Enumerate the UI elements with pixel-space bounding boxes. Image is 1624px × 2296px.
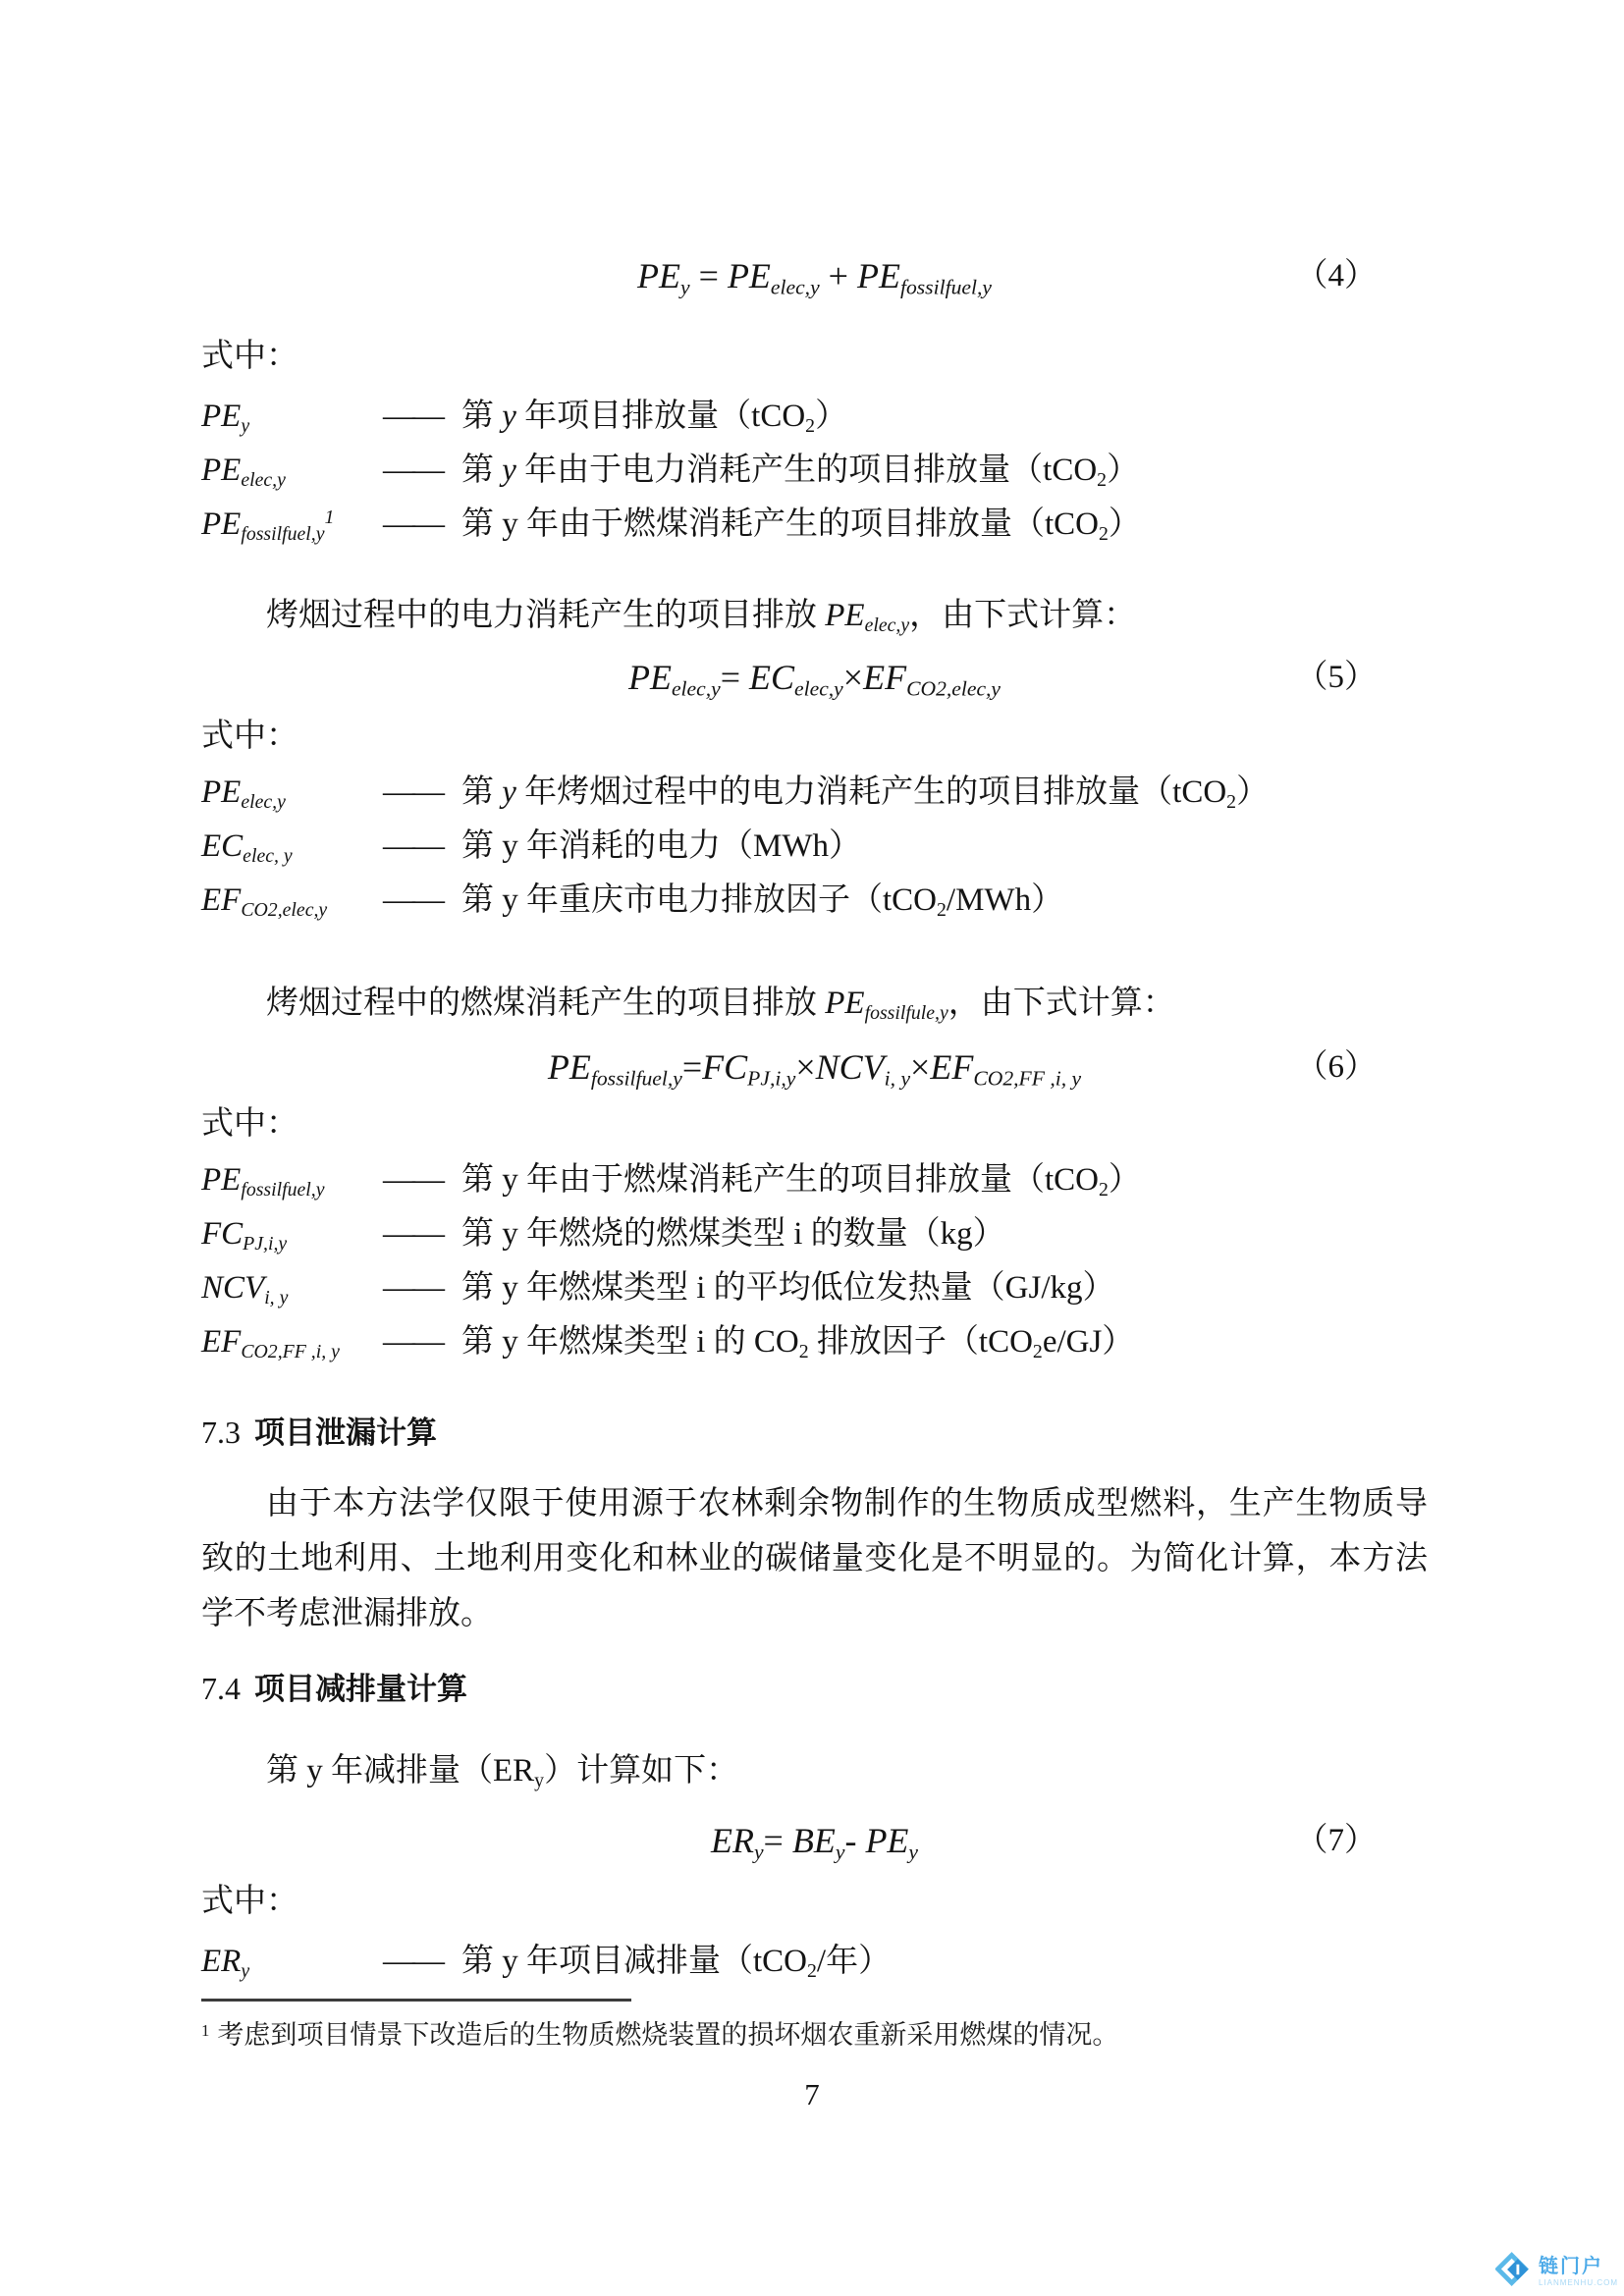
equation-7-number: （7） [1295,1823,1377,1858]
watermark [1495,2252,1618,2292]
equation-7 [201,1815,1428,1866]
equation-4-number: （4） [1295,258,1377,294]
definition-dash: —— [383,1324,442,1360]
definition-dash: —— [383,507,442,542]
definition-term: $EC_{elec, y}$ [201,828,293,867]
definition-dash: —— [383,1944,442,1979]
definition-list-eq7 [201,1935,1428,1989]
lianmenhu-logo-icon [1495,2252,1533,2292]
definition-row [201,444,1428,498]
definition-list-eq6 [201,1153,1428,1369]
equation-6 [201,1041,1428,1093]
definition-description: 第 y 年由于燃煤消耗产生的项目排放量（tCO$_2$） [461,507,1141,545]
footnote-text [201,2015,1428,2055]
footnote-separator [201,1999,631,2002]
definition-term: $NCV_{i, y}$ [201,1270,289,1308]
equation-5-number: （5） [1295,660,1377,695]
watermark-name: 链门户 [1538,2256,1603,2277]
footnote-marker: 1 [201,2020,210,2040]
paragraph-intro-eq6: 烤烟过程中的燃煤消耗产生的项目排放 $PE_{fossilfule,y}$，由下式计算： [266,986,1175,1024]
definition-description: 第 y 年燃煤类型 i 的 $CO_2$ 排放因子（tCO$_2$e/GJ） [461,1324,1135,1362]
paragraph-intro-eq5: 烤烟过程中的电力消耗产生的项目排放 $PE_{elec,y}$，由下式计算： [266,598,1137,636]
definition-description: 第 y 年燃煤类型 i 的平均低位发热量（GJ/kg） [461,1270,1115,1306]
definition-description: 第 y 年重庆市电力排放因子（tCO$_2$/MWh） [461,882,1064,921]
footnote-body: 考虑到项目情景下改造后的生物质燃烧装置的损坏烟农重新采用燃煤的情况。 [217,2020,1119,2050]
definition-row [201,874,1428,928]
definition-row [201,766,1428,820]
equation-7-formula: $ER_y= BE_y-$ $PE_y$ [710,1821,919,1864]
definition-description: 第 y 年由于电力消耗产生的项目排放量（tCO$_2$） [461,453,1140,491]
definition-dash: —— [383,828,442,864]
definition-dash: —— [383,882,442,918]
definition-row [201,1315,1428,1369]
where-label-4: 式中： [201,1884,298,1919]
definition-dash: —— [383,1216,442,1252]
equation-5 [201,652,1428,703]
equation-6-number: （6） [1295,1049,1377,1085]
definition-dash: —— [383,1162,442,1198]
definition-dash: —— [383,453,442,488]
definition-row [201,390,1428,444]
definition-dash: —— [383,1270,442,1306]
definition-row [201,498,1428,552]
definition-term: $EF_{CO2,FF ,i, y}$ [201,1324,340,1362]
section-heading-7-3 [201,1411,1428,1455]
definition-description: 第 y 年消耗的电力（MWh） [461,828,861,864]
definition-list-eq4 [201,390,1428,552]
definition-dash: —— [383,399,442,434]
page-number: 7 [804,2077,820,2111]
definition-term: $PE_{fossilfuel,y}^1$ [201,507,335,545]
definition-term: $PE_{elec,y}$ [201,453,286,491]
definition-row [201,1153,1428,1207]
definition-term: $PE_y$ [201,399,250,437]
section-title: 项目泄漏计算 [254,1415,437,1450]
section-heading-7-4 [201,1667,1428,1711]
definition-term: $ER_y$ [201,1944,250,1982]
definition-term: $FC_{PJ,i,y}$ [201,1216,288,1255]
definition-term: $PE_{fossilfuel,y}$ [201,1162,325,1201]
section-number: 7.4 [201,1671,241,1706]
definition-term: $EF_{CO2,elec,y}$ [201,882,328,921]
definition-row [201,820,1428,874]
where-label-1: 式中： [201,339,298,374]
equation-5-formula: $PE_{elec,y}= EC_{elec,y}\times EF_{CO2,elec,y}$ [627,658,1001,701]
watermark-text [1539,2257,1618,2287]
definition-description: 第 y 年燃烧的燃煤类型 i 的数量（kg） [461,1216,1005,1252]
equation-6-formula: $PE_{fossilfuel,y}=FC_{PJ,i,y}\times NCV_{i, y}\times EF_{CO2,FF ,i, y}$ [547,1047,1082,1091]
section-number: 7.3 [201,1415,241,1450]
definition-description: 第 y 年烤烟过程中的电力消耗产生的项目排放量（tCO$_2$） [461,774,1270,813]
section-title: 项目减排量计算 [254,1672,467,1706]
definition-description: 第 y 年由于燃煤消耗产生的项目排放量（tCO$_2$） [461,1162,1141,1201]
paragraph-section-7-3: 由于本方法学仅限于使用源于农林剩余物制作的生物质成型燃料，生产生物质导致的土地利用、土地利用变化和林业的碳储量变化是不明显的。为简化计算，本方法学不考虑泄漏排放。 [201,1486,1428,1631]
footnote-area [201,1999,1428,2055]
definition-row [201,1261,1428,1315]
equation-4 [201,250,1428,301]
definition-term: $PE_{elec,y}$ [201,774,286,813]
definition-row [201,1207,1428,1261]
definition-dash: —— [383,774,442,810]
paragraph-intro-eq7: 第 y 年减排量$(ER_y)$计算如下： [266,1753,739,1791]
where-label-3: 式中： [201,1106,298,1142]
definition-list-eq5 [201,766,1428,928]
equation-4-formula: $PE_y = PE_{elec,y} + PE_{fossilfuel,y}$ [637,256,992,299]
definition-description: 第 y 年项目减排量（tCO$_2$/年） [461,1944,892,1982]
definition-description: 第 y 年项目排放量（tCO$_2$） [461,399,848,437]
definition-row [201,1935,1428,1989]
watermark-domain: LIANMENHU.COM [1538,2278,1618,2287]
where-label-2: 式中： [201,719,298,754]
